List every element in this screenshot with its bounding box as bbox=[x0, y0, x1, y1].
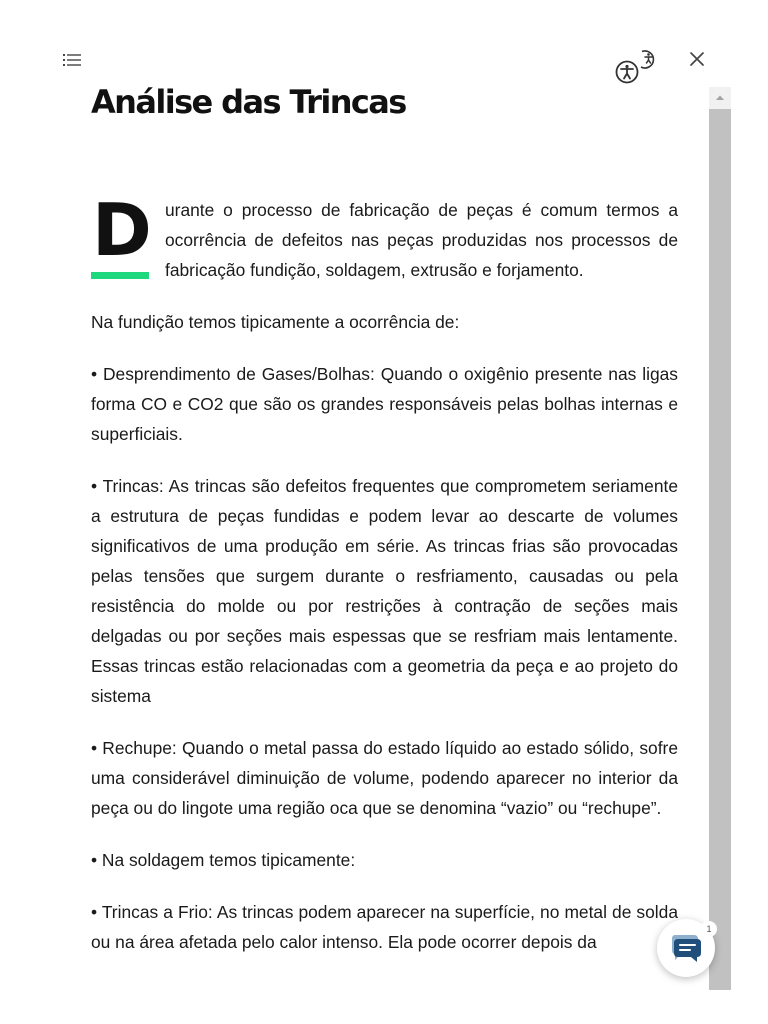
paragraph-trincas: • Trincas: As trincas são defeitos frequentes que comprometem seriamente a estrutura de peças fundidas e podem levar ao descarte de volumes significativos de uma produção em série. As trincas frias são provocadas pelas tensões que surgem durante o resfriamento, causadas ou pela resistência do molde ou por restrições à contração de seções mais delgadas ou por seções mais espessas que se resfriam mais lentamente. Essas trincas estão relacionadas com a geometria da peça e ao projeto do sistema bbox=[91, 476, 678, 706]
paragraph-gases: • Desprendimento de Gases/Bolhas: Quando o oxigênio presente nas ligas forma CO e CO2 que são os grandes responsáveis pelas bolhas internas e superficiais. bbox=[91, 364, 678, 444]
paragraph-trincas-frio: • Trincas a Frio: As trincas podem aparecer na superfície, no metal de solda ou na área afetada pelo calor intenso. Ela pode ocorrer depois da bbox=[91, 902, 678, 952]
paragraph-casting-intro: Na fundição temos tipicamente a ocorrência de: bbox=[91, 312, 460, 332]
scroll-up-arrow-icon[interactable] bbox=[709, 87, 731, 109]
drop-cap bbox=[91, 188, 151, 281]
close-icon[interactable] bbox=[688, 50, 706, 68]
intro-text: urante o processo de fabricação de peças é comum termos a ocorrência de defeitos nas peças produzidas nos processos de fabricação fundição, soldagem, extrusão e forjamento. bbox=[165, 200, 678, 280]
article-body bbox=[91, 188, 678, 979]
accessibility-icon[interactable] bbox=[612, 48, 660, 86]
paragraph-welding-intro: • Na soldagem temos tipicamente: bbox=[91, 850, 356, 870]
scrollbar[interactable] bbox=[709, 87, 731, 990]
drop-cap-letter: D bbox=[92, 188, 150, 272]
intro-paragraph bbox=[91, 188, 678, 285]
paragraph-rechupe: • Rechupe: Quando o metal passa do estado líquido ao estado sólido, sofre uma considerável diminuição de volume, podendo aparecer no interior da peça ou do lingote uma região oca que se denomina “vazio” ou “rechupe”. bbox=[91, 738, 678, 818]
chat-bubble-icon bbox=[670, 933, 702, 963]
article-title: Análise das Trincas bbox=[91, 83, 406, 121]
notification-badge: 1 bbox=[701, 921, 717, 937]
drop-cap-underline bbox=[91, 272, 149, 279]
chat-button[interactable] bbox=[657, 919, 715, 977]
list-icon[interactable] bbox=[62, 51, 82, 69]
scrollbar-thumb[interactable] bbox=[709, 109, 731, 990]
